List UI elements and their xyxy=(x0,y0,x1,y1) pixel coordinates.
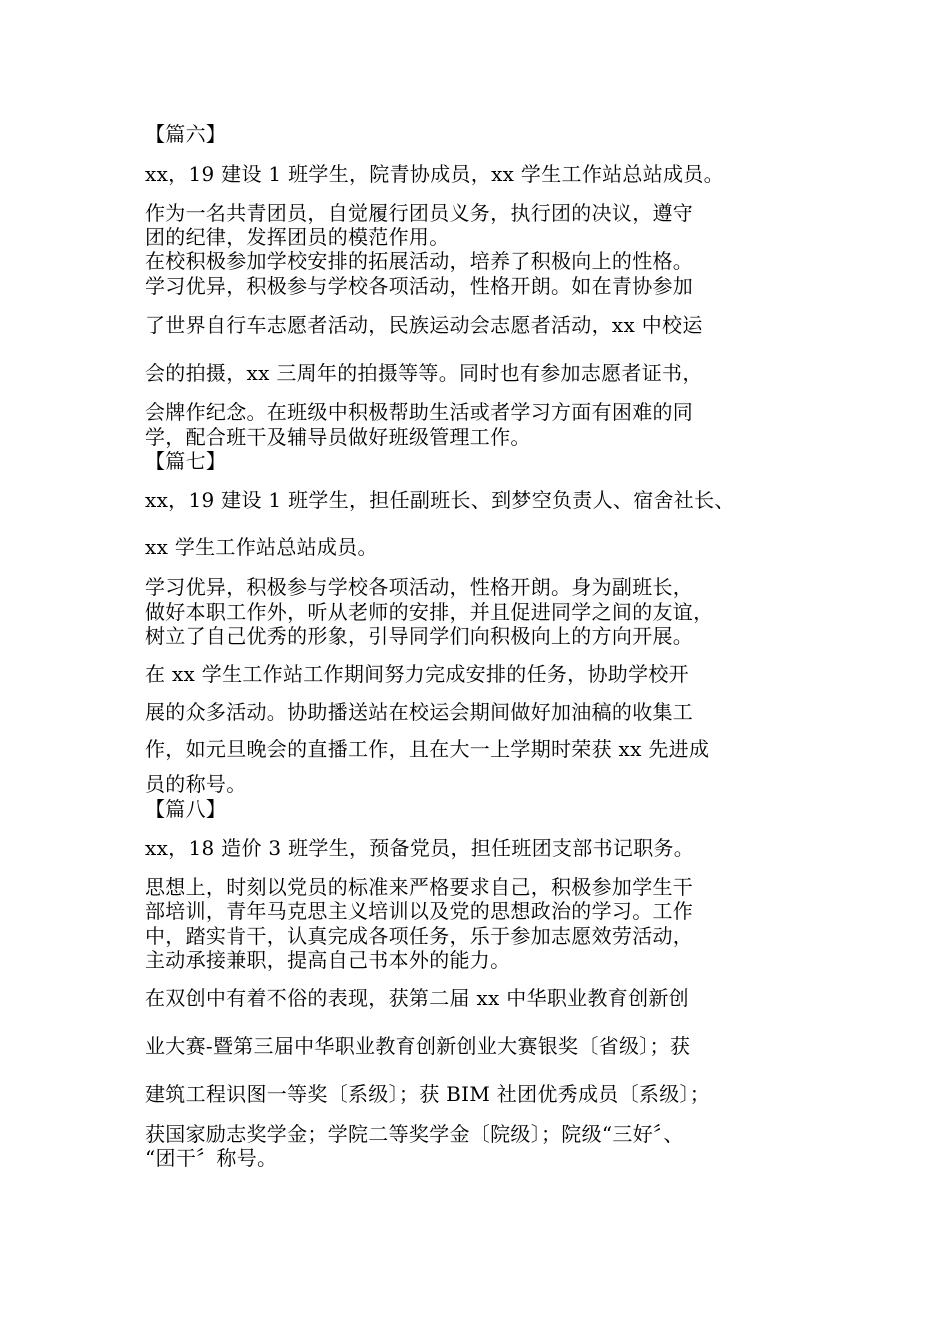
text-line: 作为一名共青团员，自觉履行团员义务，执行团的决议，遵守 xyxy=(145,201,694,225)
text-line: 部培训，青年马克思主义培训以及党的思想政治的学习。工作 xyxy=(145,899,694,923)
section-heading-8: 【篇八】 xyxy=(145,797,227,821)
text-line: xx，19 建设 1 班学生，担任副班长、到梦空负责人、宿舍社长、 xyxy=(145,488,735,512)
section-heading-7: 【篇七】 xyxy=(145,449,227,473)
text-line: 在 xx 学生工作站工作期间努力完成安排的任务，协助学校开 xyxy=(145,662,689,686)
text-line: 了世界自行车志愿者活动，民族运动会志愿者活动，xx 中校运 xyxy=(145,313,703,337)
text-line: 中，踏实肯干，认真完成各项任务，乐于参加志愿效劳活动， xyxy=(145,924,694,948)
text-line: 树立了自己优秀的形象，引导同学们向积极向上的方向开展。 xyxy=(145,624,694,648)
text-line: 在双创中有着不俗的表现，获第二届 xx 中华职业教育创新创 xyxy=(145,986,689,1010)
text-line: 团的纪律，发挥团员的模范作用。 xyxy=(145,225,450,249)
text-line: 学习优异，积极参与学校各项活动，性格开朗。身为副班长， xyxy=(145,575,694,599)
text-line: xx，19 建设 1 班学生，院青协成员，xx 学生工作站总站成员。 xyxy=(145,162,724,186)
text-line: 思想上，时刻以党员的标准来严格要求自己，积极参加学生干 xyxy=(145,875,694,899)
text-line: 做好本职工作外，听从老师的安排，并且促进同学之间的友谊， xyxy=(145,600,714,624)
text-line: 展的众多活动。协助播送站在校运会期间做好加油稿的收集工 xyxy=(145,700,694,724)
text-line: 主动承接兼职，提高自己书本外的能力。 xyxy=(145,948,511,972)
text-line: 学习优异，积极参与学校各项活动，性格开朗。如在青协参加 xyxy=(145,274,694,298)
text-line: 建筑工程识图一等奖〔系级〕；获 BIM 社团优秀成员〔系级〕； xyxy=(145,1082,711,1106)
section-heading-6: 【篇六】 xyxy=(145,122,227,146)
text-line: 会牌作纪念。在班级中积极帮助生活或者学习方面有困难的同 xyxy=(145,400,694,424)
text-line: 在校积极参加学校安排的拓展活动，培养了积极向上的性格。 xyxy=(145,249,694,273)
text-line: “团干〞称号。 xyxy=(145,1146,278,1170)
text-line: 获国家励志奖学金；学院二等奖学金〔院级〕；院级“三好〞、 xyxy=(145,1122,684,1146)
text-line: 会的拍摄，xx 三周年的拍摄等等。同时也有参加志愿者证书， xyxy=(145,361,703,385)
text-line: 作，如元旦晚会的直播工作，且在大一上学期时荣获 xx 先进成 xyxy=(145,737,710,761)
text-line: xx，18 造价 3 班学生，预备党员，担任班团支部书记职务。 xyxy=(145,836,695,860)
text-line: 员的称号。 xyxy=(145,772,247,796)
text-line: 学，配合班干及辅导员做好班级管理工作。 xyxy=(145,425,531,449)
text-line: xx 学生工作站总站成员。 xyxy=(145,535,378,559)
text-line: 业大赛-暨第三届中华职业教育创新创业大赛银奖〔省级〕；获 xyxy=(145,1034,691,1058)
